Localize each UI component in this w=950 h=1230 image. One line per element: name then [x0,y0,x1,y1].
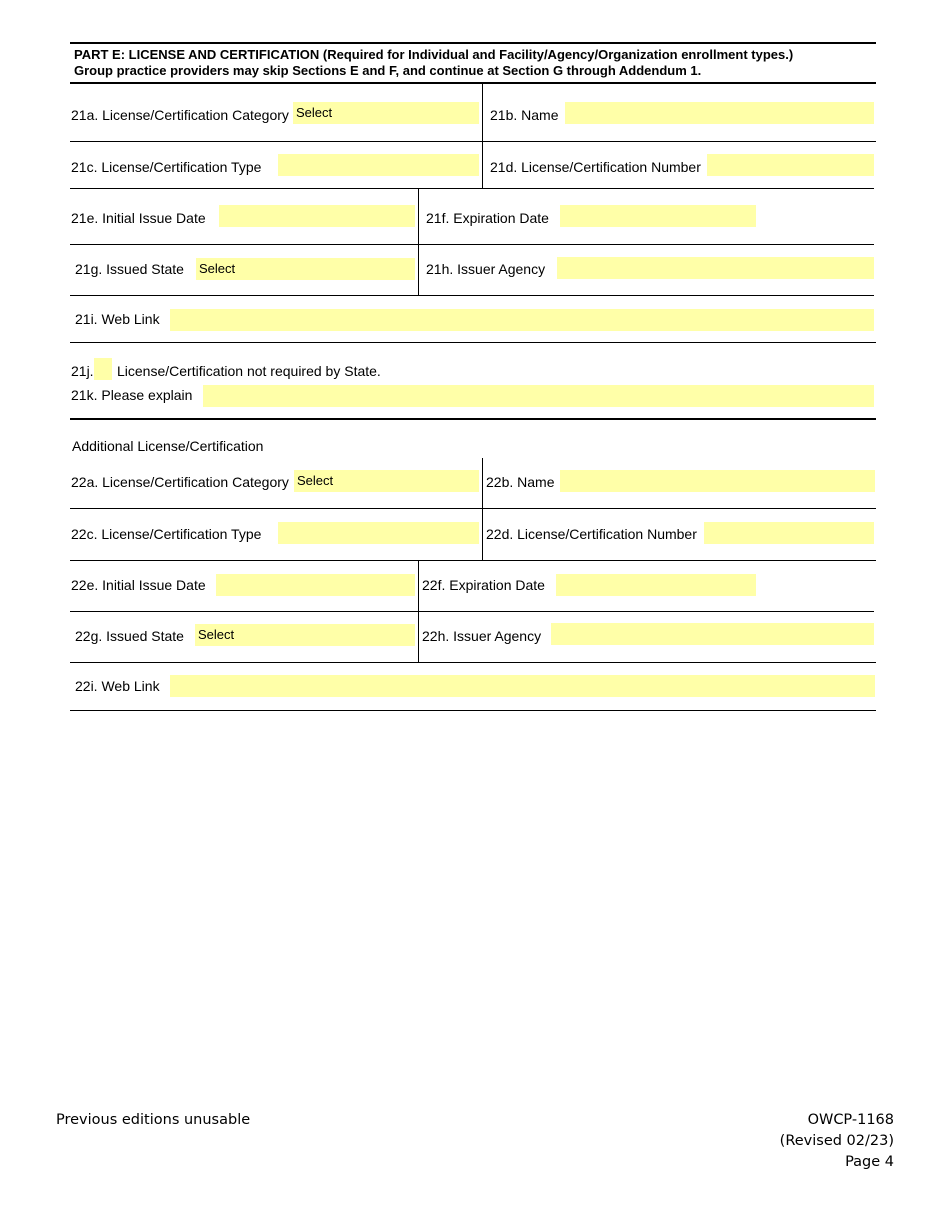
rule-21-3 [70,244,874,245]
rule-21-4 [70,295,874,296]
divider-22ab [482,458,483,560]
expiration-date-input-22f[interactable] [556,574,756,596]
explain-input-21k[interactable] [203,385,874,407]
label-21j: 21j. [71,363,94,379]
label-21h: 21h. Issuer Agency [426,261,546,277]
rule-22-1 [70,508,876,509]
label-21g: 21g. Issued State [75,261,184,277]
name-input-21b[interactable] [565,102,874,124]
label-21k: 21k. Please explain [71,387,193,403]
label-21j-text: License/Certification not required by State. [117,363,381,379]
initial-issue-date-input-21e[interactable] [219,205,415,227]
rule-22-3 [70,611,874,612]
label-22a: 22a. License/Certification Category [71,474,289,490]
label-21a: 21a. License/Certification Category [71,107,289,123]
header-top-rule [70,42,876,44]
license-category-select-21a[interactable]: Select [293,102,479,124]
rule-22-end [70,710,876,711]
header-bottom-rule [70,82,876,84]
license-number-input-22d[interactable] [704,522,874,544]
label-22e: 22e. Initial Issue Date [71,577,206,593]
rule-21-2 [70,188,874,189]
label-22c: 22c. License/Certification Type [71,526,262,542]
label-21i: 21i. Web Link [75,311,160,327]
rule-21-end [70,418,876,420]
divider-21ab [482,84,483,188]
rule-21-1 [70,141,876,142]
section-header-line1: PART E: LICENSE AND CERTIFICATION (Required for Individual and Facility/Agency/Organization enrollment types.) [74,47,794,62]
footer-left-note: Previous editions unusable [56,1112,251,1128]
form-revision: (Revised 02/23) [779,1133,894,1149]
issuer-agency-input-21h[interactable] [557,257,874,279]
footer-form-info [780,1110,894,1173]
rule-22-2 [70,560,876,561]
issued-state-select-22g[interactable]: Select [195,624,415,646]
initial-issue-date-input-22e[interactable] [216,574,415,596]
label-22d: 22d. License/Certification Number [486,526,697,542]
web-link-input-22i[interactable] [170,675,875,697]
divider-21efgh [418,189,419,295]
label-22g: 22g. Issued State [75,628,184,644]
license-type-input-22c[interactable] [278,522,479,544]
form-number: OWCP-1168 [807,1112,894,1128]
label-21e: 21e. Initial Issue Date [71,210,206,226]
additional-section-title: Additional License/Certification [72,438,264,454]
expiration-date-input-21f[interactable] [560,205,756,227]
label-21b: 21b. Name [490,107,559,123]
label-22h: 22h. Issuer Agency [422,628,542,644]
not-required-checkbox-21j[interactable] [94,358,112,380]
name-input-22b[interactable] [560,470,875,492]
label-22b: 22b. Name [486,474,555,490]
page-number: Page 4 [845,1154,894,1170]
license-type-input-21c[interactable] [278,154,479,176]
section-header-line2: Group practice providers may skip Sections E and F, and continue at Section G through Addendum 1. [74,63,702,78]
label-21d: 21d. License/Certification Number [490,159,701,175]
web-link-input-21i[interactable] [170,309,874,331]
rule-21-5 [70,342,876,343]
issuer-agency-input-22h[interactable] [551,623,874,645]
section-header [74,47,793,79]
license-number-input-21d[interactable] [707,154,874,176]
license-category-select-22a[interactable]: Select [294,470,479,492]
rule-22-4 [70,662,876,663]
issued-state-select-21g[interactable]: Select [196,258,415,280]
label-22f: 22f. Expiration Date [422,577,545,593]
label-22i: 22i. Web Link [75,678,160,694]
label-21f: 21f. Expiration Date [426,210,549,226]
label-21c: 21c. License/Certification Type [71,159,262,175]
